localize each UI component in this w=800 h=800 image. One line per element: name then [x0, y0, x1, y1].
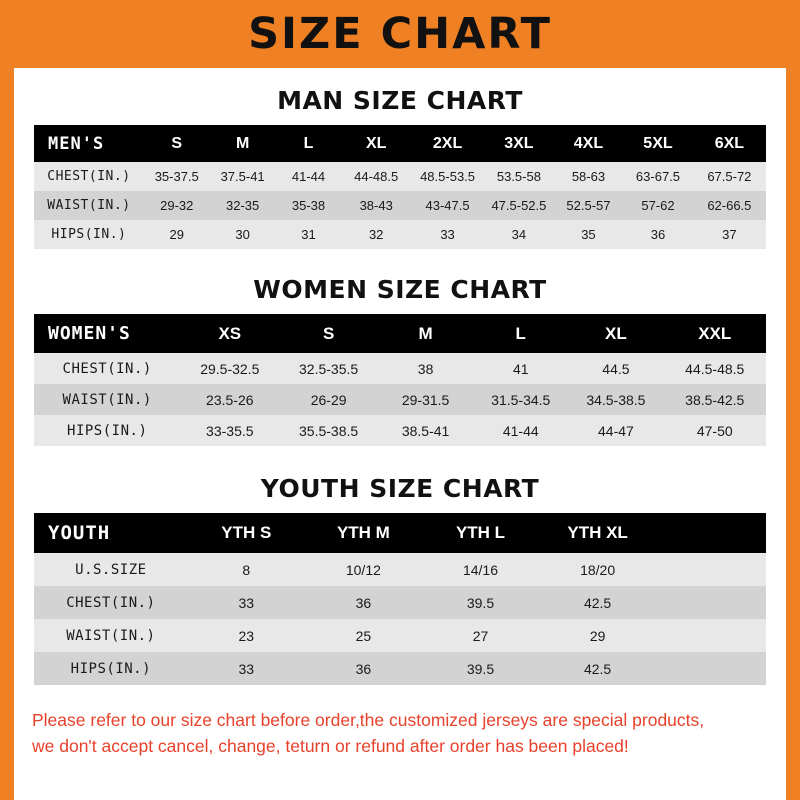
- cell: 27: [472, 627, 489, 644]
- youth-header-rowlabel: YOUTH: [34, 513, 188, 553]
- man-header-xl: XL: [341, 125, 411, 162]
- cell: 43-47.5: [425, 198, 470, 213]
- cell: 32: [368, 227, 384, 242]
- cell: 31.5-34.5: [491, 391, 551, 408]
- cell: 44.5-48.5: [685, 360, 745, 377]
- table-row: [34, 353, 766, 384]
- cell: 41: [512, 360, 529, 377]
- cell: 30: [235, 227, 250, 242]
- cell: 25: [355, 627, 372, 644]
- cell: 34.5-38.5: [586, 391, 646, 408]
- table-row: [34, 619, 766, 652]
- cell: [656, 553, 766, 586]
- footer-disclaimer: [14, 707, 786, 760]
- cell: 41-44: [502, 422, 539, 439]
- youth-header-l: YTH L: [422, 513, 539, 553]
- man-size-table: [34, 125, 766, 249]
- cell: 10/12: [345, 561, 381, 578]
- table-row: [34, 191, 766, 220]
- cell: 39.5: [466, 594, 495, 611]
- youth-section-title: YOUTH SIZE CHART: [260, 474, 540, 503]
- row-label: HIPS(IN.): [70, 660, 152, 677]
- cell: 35.5-38.5: [299, 422, 359, 439]
- women-header-rowlabel: WOMEN'S: [34, 314, 180, 353]
- women-header-xs: XS: [180, 314, 279, 353]
- youth-header-m: YTH M: [305, 513, 422, 553]
- cell: [656, 652, 766, 685]
- table-row: [34, 652, 766, 685]
- cell: 29: [169, 227, 184, 242]
- cell: 44-47: [598, 422, 634, 439]
- cell: 38-43: [359, 198, 393, 213]
- table-row: [34, 553, 766, 586]
- women-header-m: M: [378, 314, 473, 353]
- row-label: HIPS(IN.): [67, 422, 148, 439]
- man-size-section: [14, 86, 786, 249]
- cell: 48.5-53.5: [420, 169, 476, 184]
- cell: 42.5: [583, 594, 612, 611]
- man-section-title: MAN SIZE CHART: [277, 86, 523, 115]
- cell: 33: [238, 594, 255, 611]
- cell: 47-50: [696, 422, 733, 439]
- cell: 37: [722, 227, 737, 242]
- cell: 41-44: [291, 169, 326, 184]
- row-label: CHEST(IN.): [47, 169, 131, 184]
- row-label: CHEST(IN.): [62, 360, 152, 377]
- cell: 38: [417, 360, 434, 377]
- cell: 33-35.5: [206, 422, 254, 439]
- cell: 14/16: [462, 561, 499, 578]
- cell: 42.5: [583, 660, 612, 677]
- cell: 31: [301, 227, 316, 242]
- women-header-xxl: XXL: [663, 314, 766, 353]
- youth-size-table: [34, 513, 766, 685]
- table-row: [34, 415, 766, 446]
- cell: 35-37.5: [154, 169, 199, 184]
- table-row: [34, 384, 766, 415]
- footer-line-1: Please refer to our size chart before order,the customized jerseys are special products,: [32, 710, 705, 730]
- cell: 26-29: [310, 391, 347, 408]
- youth-header-empty: [656, 513, 766, 553]
- cell: 47.5-52.5: [491, 198, 547, 213]
- cell: 18/20: [580, 561, 616, 578]
- row-label: WAIST(IN.): [47, 198, 131, 213]
- women-header-l: L: [473, 314, 568, 353]
- cell: 35-38: [291, 198, 326, 213]
- table-header-row: [34, 314, 766, 353]
- women-size-table: [34, 314, 766, 446]
- cell: 36: [355, 660, 372, 677]
- cell: 8: [242, 561, 251, 578]
- man-header-6xl: 6XL: [693, 125, 766, 162]
- table-header-row: [34, 513, 766, 553]
- cell: 53.5-58: [496, 169, 541, 184]
- youth-header-xl: YTH XL: [539, 513, 656, 553]
- cell: 34: [511, 227, 527, 242]
- cell: [656, 586, 766, 619]
- cell: 35: [581, 227, 596, 242]
- cell: 36: [355, 594, 372, 611]
- header-band: [0, 0, 800, 68]
- row-label: CHEST(IN.): [66, 594, 156, 611]
- table-row: [34, 162, 766, 191]
- cell: 44.5: [602, 360, 630, 377]
- table-row: [34, 586, 766, 619]
- cell: 57-62: [641, 198, 675, 213]
- cell: 32-35: [225, 198, 260, 213]
- cell: 67.5-72: [707, 169, 752, 184]
- table-header-row: [34, 125, 766, 162]
- man-header-2xl: 2XL: [411, 125, 484, 162]
- cell: 39.5: [466, 660, 495, 677]
- man-header-s: S: [144, 125, 210, 162]
- cell: 62-66.5: [707, 198, 752, 213]
- cell: 36: [650, 227, 666, 242]
- cell: 29.5-32.5: [200, 360, 260, 377]
- row-label: WAIST(IN.): [66, 627, 156, 644]
- cell: 44-48.5: [354, 169, 399, 184]
- youth-size-section: [14, 474, 786, 685]
- cell: 32.5-35.5: [299, 360, 359, 377]
- cell: 33: [238, 660, 255, 677]
- youth-header-s: YTH S: [188, 513, 305, 553]
- man-header-m: M: [210, 125, 276, 162]
- women-header-s: S: [279, 314, 378, 353]
- man-header-3xl: 3XL: [484, 125, 554, 162]
- women-size-section: [14, 275, 786, 446]
- man-header-rowlabel: MEN'S: [34, 125, 144, 162]
- cell: 29: [589, 627, 606, 644]
- man-header-4xl: 4XL: [554, 125, 624, 162]
- cell: 38.5-42.5: [685, 391, 745, 408]
- cell: 52.5-57: [566, 198, 611, 213]
- women-header-xl: XL: [568, 314, 663, 353]
- cell: 37.5-41: [220, 169, 265, 184]
- cell: 29-32: [160, 198, 194, 213]
- women-section-title: WOMEN SIZE CHART: [253, 275, 547, 304]
- man-header-5xl: 5XL: [623, 125, 693, 162]
- cell: 63-67.5: [635, 169, 681, 184]
- row-label: U.S.SIZE: [75, 561, 147, 578]
- cell: 23.5-26: [206, 391, 254, 408]
- cell: [656, 619, 766, 652]
- footer-line-2: we don't accept cancel, change, teturn or refund after order has been placed!: [32, 736, 629, 757]
- row-label: HIPS(IN.): [51, 227, 127, 242]
- cell: 38.5-41: [401, 422, 450, 439]
- cell: 23: [238, 627, 255, 644]
- row-label: WAIST(IN.): [62, 391, 152, 408]
- man-header-l: L: [276, 125, 342, 162]
- cell: 29-31.5: [401, 391, 450, 408]
- cell: 33: [440, 227, 455, 242]
- cell: 58-63: [571, 169, 606, 184]
- table-row: [34, 220, 766, 249]
- page-title: SIZE CHART: [248, 8, 552, 59]
